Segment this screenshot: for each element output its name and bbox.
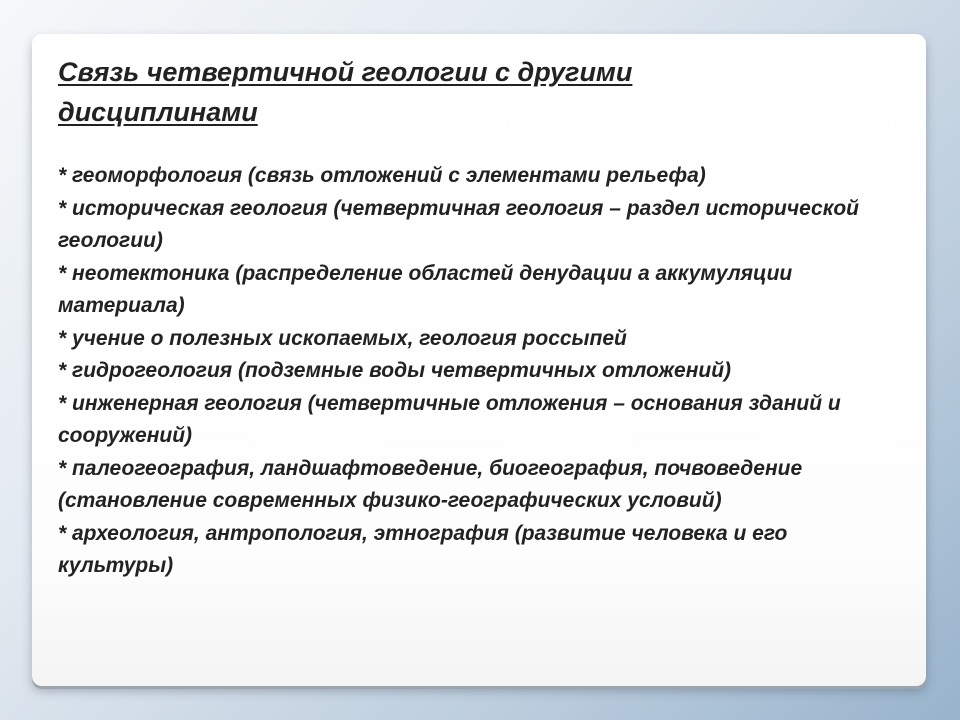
discipline-item-historical-geology: * историческая геология (четвертичная геология – раздел исторической геологии) (58, 196, 860, 252)
discipline-item-neotectonics: * неотектоника (распределение областей денудации а аккумуляции материала) (58, 261, 793, 317)
slide-content-panel (32, 34, 926, 686)
discipline-item-hydrogeology: * гидрогеология (подземные воды четвертичных отложений) (58, 359, 732, 382)
discipline-item-paleogeography: * палеогеография, ландшафтоведение, биогеография, почвоведение (становление современных физико-географических условий) (58, 456, 803, 512)
discipline-list (58, 160, 898, 583)
discipline-item-engineering-geology: * инженерная геология (четвертичные отложения – основания зданий и сооружений) (58, 391, 841, 447)
slide-title: Связь четвертичной геологии с другими дисциплинами (58, 57, 633, 127)
discipline-item-mineral-deposits: * учение о полезных ископаемых, геология россыпей (58, 326, 627, 350)
discipline-item-archaeology: * археология, антропология, этнография (развитие человека и его культуры) (58, 521, 788, 577)
discipline-item-geomorphology: * геоморфология (связь отложений с элементами рельефа) (58, 164, 706, 187)
